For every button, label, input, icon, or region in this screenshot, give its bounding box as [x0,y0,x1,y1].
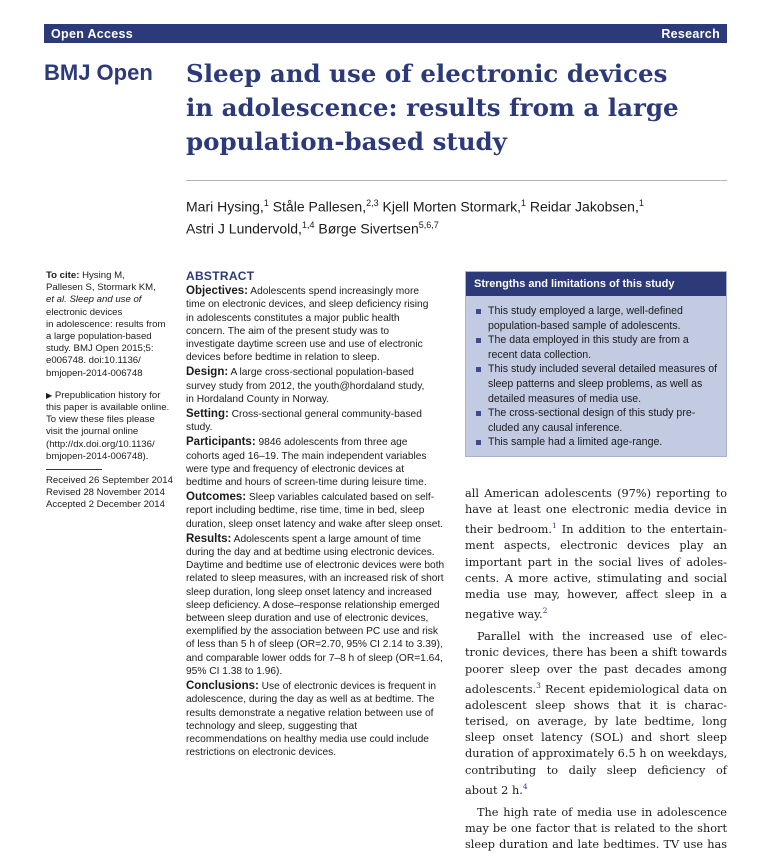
author-name[interactable]: Mari Hysing, [186,198,264,215]
abstract-line: Design: A large cross-sectional population-based [186,366,414,379]
abstract-line: related to sleep measures, with an increased risk of short [186,573,444,585]
square-bullet-icon [476,440,481,445]
abstract-line: investigate daytime screen use and use of electronic [186,339,423,351]
open-access-label: Open Access [51,26,134,41]
abstract-line: and comparable lower odds for 7–8 h of sleep (OR=1.64, [186,652,443,664]
abstract-line: Participants: 9846 adolescents from three age [186,436,408,449]
author-name[interactable]: Reidar Jakobsen, [529,198,639,215]
body-line: duration of approximately 6.5 h on weekdays, [465,747,728,761]
abstract [186,270,448,761]
abstract-line: 95% CI 1.38 to 1.96). [186,665,283,677]
abstract-line: adolescence, during the day as well as at bedtime. The [186,694,435,706]
body-line: adolescent sleep shows that it is charac- [465,698,727,712]
strength-item [476,406,718,435]
author-line-1 [186,194,726,216]
cite-line: et al. Sleep and use of [46,294,142,306]
section-label: Research [661,26,720,41]
strength-item [476,435,718,450]
abstract-line: of less than 5 h of sleep (OR=2.70, 95% CI 2.14 to 3.39), [186,639,443,651]
body-line: important part in the social lives of adoles- [465,555,727,569]
abstract-line: recommendations on healthy media use could include [186,733,429,745]
body-line: cents. A more active, stimulating and social [465,571,727,585]
abstract-line: sleep duration, long sleep onset latency and increased [186,586,432,598]
abstract-line: Outcomes: Sleep variables calculated based on self- [186,491,435,504]
abstract-line: Results: Adolescents spent a large amount of time [186,532,422,545]
square-bullet-icon [476,309,481,314]
body-line: about 2 h.$^4$ [465,781,528,797]
abstract-line: Objectives: Adolescents spend increasingly more [186,285,420,298]
abstract-line: in Hordaland County in Norway. [186,393,330,405]
affiliation-sup: 1 [263,198,269,208]
abstract-line: bedtime and hours of screen-time during leisure time. [186,477,427,489]
journal-name: BMJ Open [44,60,153,85]
affiliation-sup: 1,4 [301,219,315,230]
abstract-section-label: Conclusions: [186,680,259,693]
body-paragraph [465,486,727,623]
abstract-line: devices before bedtime in relation to sleep. [186,352,380,364]
strengths-list [466,304,726,450]
prepub-line: visit the journal online [46,426,139,438]
abstract-section [186,533,448,678]
strength-line: cluded any causal inference. [488,421,623,434]
body-paragraph [465,805,727,853]
body-line: may be one factor that is related to the short [465,821,727,835]
strength-line: detailed measures of media use. [488,392,642,405]
cite-text: Hysing M, [82,270,125,281]
abstract-line: survey study from 2012, the youth@hordaland study, [186,380,425,392]
title-line: Sleep and use of electronic devices [186,59,668,88]
square-bullet-icon [476,411,481,416]
author-line-2 [186,216,726,238]
abstract-line: report including bedtime, rise time, time in bed, sleep [186,505,425,517]
body-line: contributing to daily sleep deficiency of [465,763,727,777]
body-line: tronic devices, there has been a shift towards [465,646,727,660]
prepub-link[interactable]: bmjopen-2014-006748). [46,450,149,462]
body-line: their bedroom.$^1$ In addition to the entertain- [465,521,727,537]
author-name[interactable]: Børge Sivertsen [318,220,419,237]
abstract-section-label: Objectives: [186,285,248,298]
body-line: media use may, however, affect sleep in a [465,587,727,601]
strength-item [476,304,718,333]
citation-sidebar [46,270,172,512]
abstract-heading: ABSTRACT [186,269,255,283]
prepub-text: Prepublication history for [54,389,161,401]
author-name[interactable]: Kjell Morten Stormark, [382,198,521,215]
abstract-section-label: Outcomes: [186,491,247,504]
body-line: adolescents.$^3$ Recent epidemiological data on [465,680,727,696]
prepub-line: this paper is available online. [46,402,170,414]
abstract-line: were type and frequency of electronic devices at [186,463,405,475]
date-revised: Revised 28 November 2014 [46,487,165,499]
reference-sup[interactable]: 3 [536,680,541,690]
abstract-line: in adolescents constitutes a major public health [186,312,400,324]
prepub-line [46,390,172,402]
abstract-line: during the day and at bedtime using electronic devices. [186,547,435,559]
body-line: Parallel with the increased use of elec- [477,630,727,644]
affiliation-sup: 1 [638,198,644,208]
cite-line: in adolescence: results from [46,318,166,330]
reference-sup[interactable]: 1 [551,521,557,531]
abstract-section-label: Design: [186,366,229,379]
abstract-section [186,408,448,434]
cite-line: study. BMJ Open 2015;5: [46,343,154,355]
prepub-line: To view these files please [46,414,155,426]
abstract-section [186,680,448,759]
strength-line: This sample had a limited age-range. [488,436,663,449]
author-name[interactable]: Astri J Lundervold, [186,220,302,237]
abstract-line: restrictions on electronic devices. [186,747,337,759]
author-list [186,194,726,237]
body-line: have at least one electronic media device in [465,503,727,517]
strength-line: population-based sample of adolescents. [488,319,681,332]
title-line: in adolescence: results from a large [186,93,679,122]
article-title [186,57,706,159]
abstract-line: results demonstrate a negative relation between use of [186,707,434,719]
strength-item [476,333,718,362]
abstract-line: technology and sleep, suggesting that [186,720,358,732]
cite-line: a large population-based [46,331,152,343]
strength-line: The cross-sectional design of this study pre- [488,407,696,420]
reference-sup[interactable]: 4 [522,781,528,791]
abstract-sections [186,285,448,759]
prepub-link[interactable]: (http://dx.doi.org/10.1136/ [46,438,155,450]
body-text [465,486,727,853]
date-accepted: Accepted 2 December 2014 [46,499,165,511]
body-line: sleep duration and late bedtimes. TV use has [465,838,727,852]
abstract-section [186,366,448,406]
cite-line: e006748. doi:10.1136/ [46,355,141,367]
cite-line: Pallesen S, Stormark KM, [46,282,156,294]
body-line: poorer sleep over the past decades among [465,662,727,676]
abstract-section-label: Results: [186,532,232,545]
strength-line: This study included several detailed measures of [488,363,718,376]
strengths-heading: Strengths and limitations of this study [466,272,726,296]
abstract-section [186,491,448,531]
strength-line: The data employed in this study are from a [488,334,689,347]
affiliation-sup: 1 [521,198,527,208]
abstract-section-label: Setting: [186,408,229,421]
square-bullet-icon [476,338,481,343]
cite-label: To cite: [46,270,80,281]
cite-line [46,270,172,282]
abstract-line: time on electronic devices, and sleep deficiency rising [186,299,429,311]
body-line: The high rate of media use in adolescence [477,805,727,819]
abstract-line: duration, sleep onset latency and wake after sleep onset. [186,518,444,530]
reference-sup[interactable]: 2 [542,606,548,616]
abstract-section [186,285,448,364]
square-bullet-icon [476,367,481,372]
body-line: sleep onset latency (SOL) and short sleep [465,731,727,745]
triangle-bullet-icon: ▶ [46,390,53,400]
abstract-line: cohorts aged 16–19. The main independent variables [186,450,427,462]
body-line: all American adolescents (97%) reporting to [465,487,727,500]
abstract-section [186,436,448,489]
strength-line: This study employed a large, well-defined [488,305,683,317]
abstract-line: study. [186,422,213,434]
abstract-line: concern. The aim of the present study was to [186,325,390,337]
sidebar-divider [46,469,102,470]
strength-line: recent data collection. [488,348,592,361]
body-line: terised, on average, by late bedtime, long [465,714,727,728]
abstract-line: Conclusions: Use of electronic devices is frequent in [186,680,437,693]
author-name[interactable]: Ståle Pallesen, [272,198,367,215]
title-divider [186,180,727,181]
abstract-line: Setting: Cross-sectional general community-based [186,408,422,421]
title-line: population-based study [186,127,507,156]
cite-line: bmjopen-2014-006748 [46,367,143,379]
abstract-line: exemplified by the association between PC use and risk [186,626,438,638]
affiliation-sup: 5,6,7 [418,219,439,230]
strengths-limitations-box [465,271,727,457]
affiliation-sup: 2,3 [366,198,379,208]
strength-item [476,362,718,406]
open-access-banner [44,24,727,43]
body-line: ment aspects, electronic devices play an [465,539,727,553]
cite-line: electronic devices [46,306,123,318]
abstract-line: Daytime and bedtime use of electronic devices were both [186,560,445,572]
strength-line: sleep patterns and sleep problems, as well as [488,377,703,390]
body-line: negative way.$^2$ [465,606,548,621]
date-received: Received 26 September 2014 [46,475,173,487]
body-paragraph [465,629,727,799]
abstract-line: between sleep duration and use of electronic devices, [186,613,429,625]
abstract-line: sleep deficiency. A dose–response relationship emerged [186,599,440,611]
abstract-section-label: Participants: [186,436,256,449]
